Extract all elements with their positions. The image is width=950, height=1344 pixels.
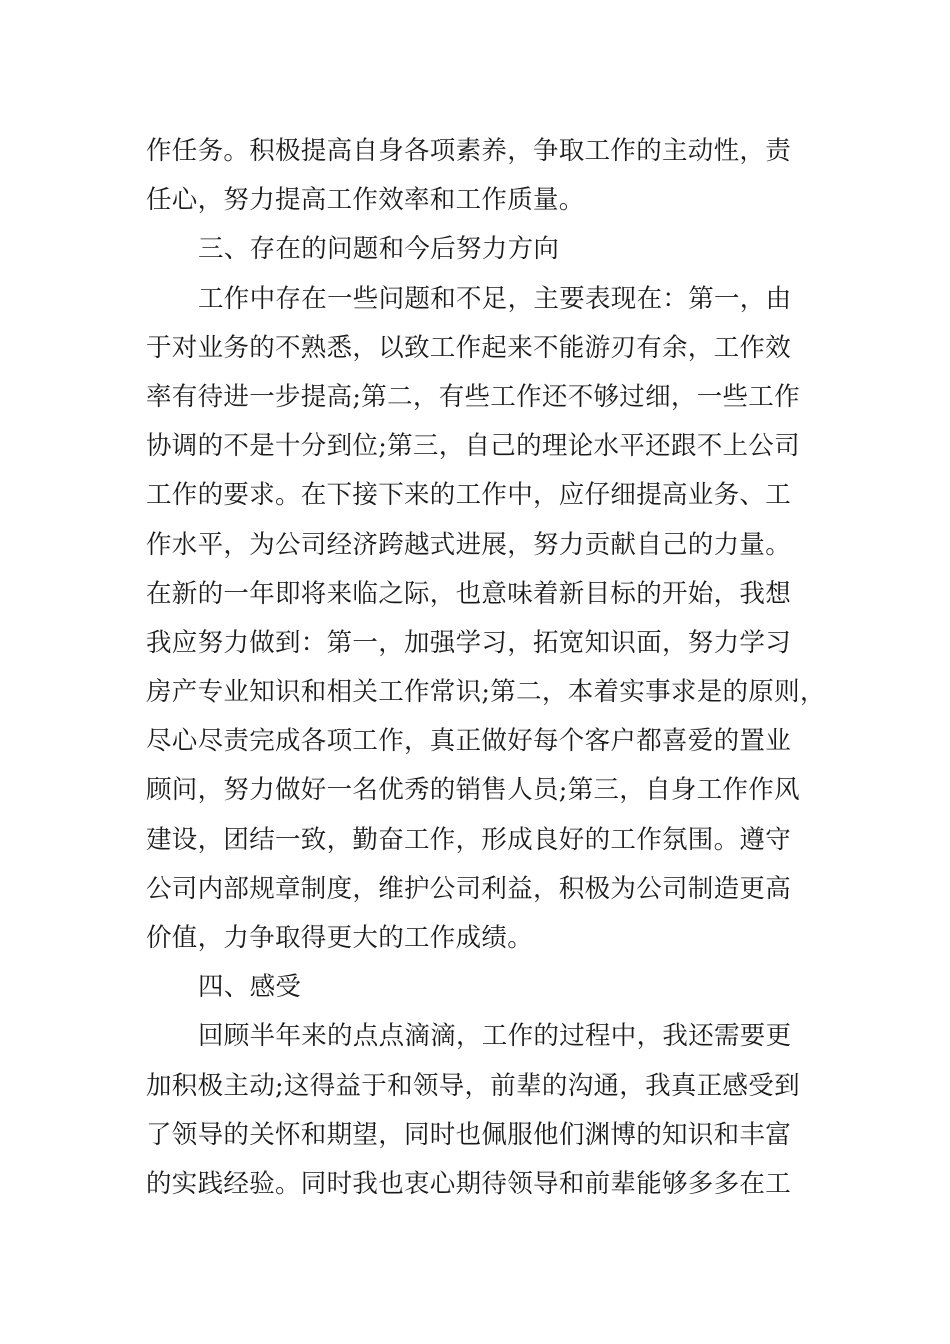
text-line: 作水平，为公司经济跨越式进展，努力贡献自己的力量。 [146,529,792,560]
text-line: 公司内部规章制度，维护公司利益，积极为公司制造更高 [146,873,792,904]
text-line: 的实践经验。同时我也衷心期待领导和前辈能够多多在工 [146,1168,792,1199]
text-line: 任心，努力提高工作效率和工作质量。 [146,185,585,216]
text-line: 作任务。积极提高自身各项素养，争取工作的主动性，责 [146,136,792,166]
text-line: 在新的一年即将来临之际，也意味着新目标的开始，我想 [146,578,792,609]
text-line: 率有待进一步提高;第二，有些工作还不够过细，一些工作 [146,381,800,412]
text-line: 房产专业知识和相关工作常识;第二，本着实事求是的原则， [146,677,826,708]
text-line: 了领导的关怀和期望，同时也佩服他们渊博的知识和丰富 [146,1119,792,1150]
text-line: 加积极主动;这得益于和领导，前辈的沟通，我真正感受到 [146,1070,800,1101]
text-line: 价值，力争取得更大的工作成绩。 [146,923,534,953]
text-line: 建设，团结一致，勤奋工作，形成良好的工作氛围。遵守 [146,824,792,855]
text-line: 三、存在的问题和今后努力方向 [198,234,560,265]
text-line: 协调的不是十分到位;第三，自己的理论水平还跟不上公司 [146,431,800,462]
text-line: 于对业务的不熟悉，以致工作起来不能游刃有余，工作效 [146,332,792,363]
text-line: 工作的要求。在下接下来的工作中，应仔细提高业务、工 [146,480,792,511]
text-line: 顾问，努力做好一名优秀的销售人员;第三，自身工作作风 [146,775,800,806]
text-line: 四、感受 [198,972,302,1003]
text-line: 回顾半年来的点点滴滴，工作的过程中，我还需要更 [198,1021,792,1052]
text-line: 我应努力做到：第一，加强学习，拓宽知识面，努力学习 [146,627,792,658]
text-line: 尽心尽责完成各项工作，真正做好每个客户都喜爱的置业 [146,726,792,757]
text-line: 工作中存在一些问题和不足，主要表现在：第一，由 [198,283,792,314]
document-body [146,127,846,1209]
